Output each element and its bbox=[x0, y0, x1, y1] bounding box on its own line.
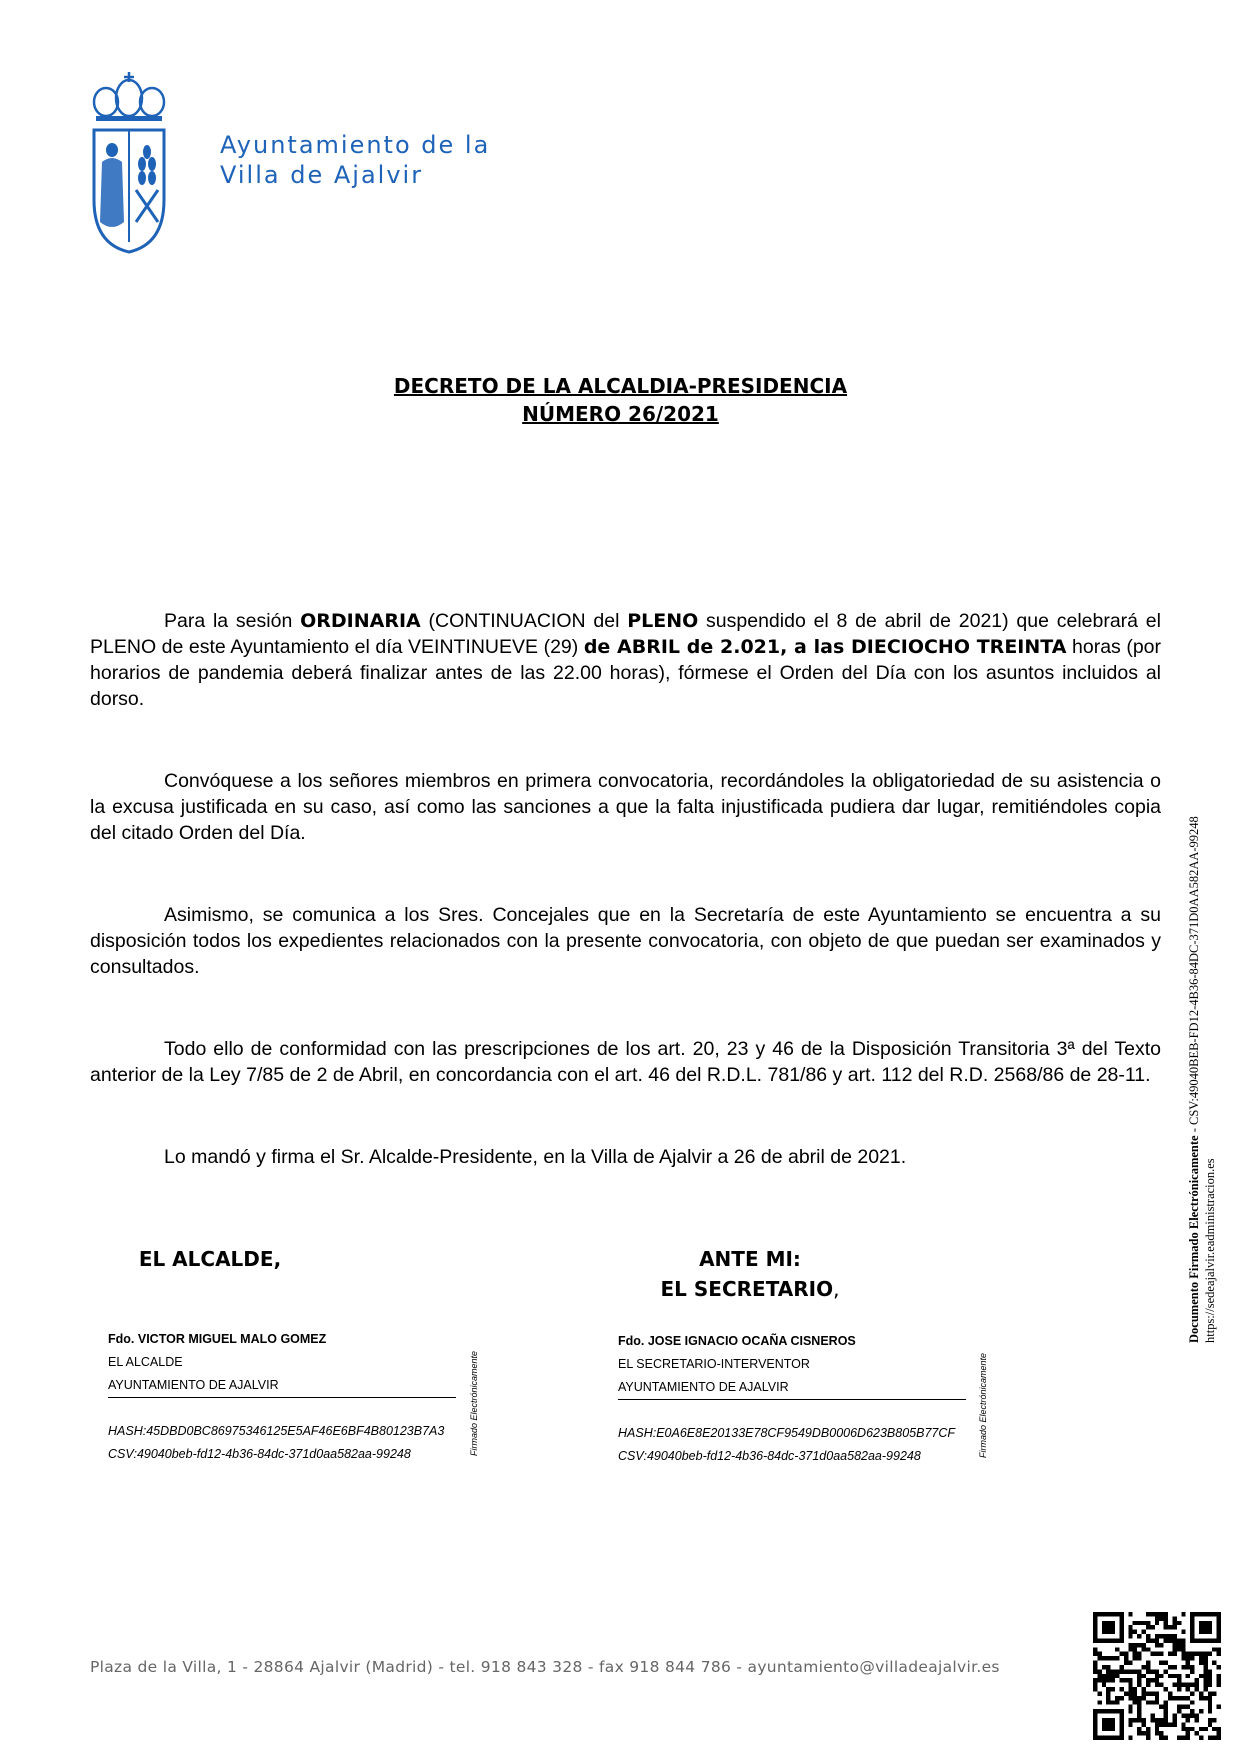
signature-csv: CSV:49040beb-fd12-4b36-84dc-371d0aa582aa-99248 bbox=[618, 1449, 921, 1463]
signer-role: EL SECRETARIO-INTERVENTOR bbox=[618, 1357, 810, 1371]
signature-hash: HASH:E0A6E8E20133E78CF9549DB0006D623B805B77CF bbox=[618, 1426, 956, 1440]
secretary-heading-comma: , bbox=[833, 1277, 840, 1301]
stamp-line-1 bbox=[1186, 816, 1202, 1343]
mayor-heading: EL ALCALDE, bbox=[138, 1247, 282, 1271]
qr-code-icon bbox=[1093, 1612, 1221, 1740]
secretary-signature-block bbox=[618, 1330, 966, 1468]
title-line-2: NÚMERO 26/2021 bbox=[522, 402, 719, 426]
p1-text-4: horas (por horarios de pandemia deberá finalizar antes de las 22.00 horas), fórmese el Orden del Día con los asuntos incluidos al dorso. bbox=[90, 636, 1162, 710]
signer-role: EL ALCALDE bbox=[108, 1355, 183, 1369]
organization-name bbox=[220, 130, 490, 190]
org-line-2: Villa de Ajalvir bbox=[220, 161, 424, 189]
document-body bbox=[90, 608, 1161, 1226]
signed-electronically-label: Firmado Electrónicamente bbox=[469, 1350, 479, 1456]
signer-name: Fdo. JOSE IGNACIO OCAÑA CISNEROS bbox=[618, 1334, 856, 1348]
signed-electronically-label: Firmado Electrónicamente bbox=[978, 1352, 988, 1458]
signer-org: AYUNTAMIENTO DE AJALVIR bbox=[618, 1376, 966, 1400]
paragraph-4: Todo ello de conformidad con las prescripciones de los art. 20, 23 y 46 de la Disposición Transitoria 3ª del Texto anterior de la Ley 7/85 de 2 de Abril, en concordancia con el art. 46 del R.D.L. 781/86 y art. 112 del R.D. 2568/86 de 28-11. bbox=[90, 1038, 1161, 1086]
footer-contact: Plaza de la Villa, 1 - 28864 Ajalvir (Madrid) - tel. 918 843 328 - fax 918 844 786 - ayuntamiento@villadeajalvir.es bbox=[90, 1658, 1000, 1676]
document-title bbox=[0, 372, 1241, 428]
p1-text-2: (CONTINUACION del bbox=[420, 610, 628, 632]
stamp-url[interactable]: https://sedeajalvir.eadministracion.es bbox=[1203, 1158, 1217, 1343]
signer-org: AYUNTAMIENTO DE AJALVIR bbox=[108, 1374, 456, 1398]
signature-hash: HASH:45DBD0BC86975346125E5AF46E6BF4B80123B7A3 bbox=[108, 1424, 445, 1438]
signature-csv: CSV:49040beb-fd12-4b36-84dc-371d0aa582aa-99248 bbox=[108, 1447, 411, 1461]
paragraph-3: Asimismo, se comunica a los Sres. Concejales que en la Secretaría de este Ayuntamiento se encuentra a su disposición todos los expedientes relacionados con la presente convocatoria, con objeto de que puedan ser examinados y consultados. bbox=[90, 904, 1161, 978]
paragraph-1 bbox=[90, 608, 1161, 712]
p1-text-3: suspendido el 8 de abril de 2021) que celebrará el PLENO de este Ayuntamiento el día VEINTINUEVE (29) bbox=[90, 610, 1161, 658]
secretary-heading-line-2 bbox=[600, 1274, 900, 1304]
org-line-1: Ayuntamiento de la bbox=[220, 131, 491, 159]
paragraph-2: Convóquese a los señores miembros en primera convocatoria, recordándoles la obligatoriedad de su asistencia o la excusa justificada en su caso, así como las sanciones a que la falta injustificada pudiera dar lugar, remitiéndoles copia del citado Orden del Día. bbox=[90, 770, 1161, 844]
paragraph-5: Lo mandó y firma el Sr. Alcalde-Presidente, en la Villa de Ajalvir a 26 de abril de 2021. bbox=[164, 1146, 907, 1168]
stamp-csv: - CSV:49040BEB-FD12-4B36-84DC-371D0AA582AA-99248 bbox=[1187, 816, 1201, 1136]
secretary-heading-line-1: ANTE MI: bbox=[699, 1247, 801, 1271]
secretary-heading bbox=[600, 1244, 900, 1304]
electronic-signature-stamp bbox=[1186, 816, 1218, 1343]
secretary-heading-title: EL SECRETARIO bbox=[660, 1277, 834, 1301]
title-line-1: DECRETO DE LA ALCALDIA-PRESIDENCIA bbox=[393, 374, 848, 398]
mayor-signature-block bbox=[108, 1328, 456, 1466]
stamp-bold: Documento Firmado Electrónicamente bbox=[1187, 1135, 1201, 1343]
signer-name: Fdo. VICTOR MIGUEL MALO GOMEZ bbox=[108, 1332, 327, 1346]
p1-bold-2: PLENO bbox=[627, 610, 699, 632]
coat-of-arms-icon bbox=[90, 72, 168, 254]
p1-bold-1: ORDINARIA bbox=[300, 610, 421, 632]
p1-text-1: Para la sesión bbox=[164, 610, 301, 632]
p1-bold-3: de ABRIL de 2.021, a las DIECIOCHO TREINTA bbox=[583, 636, 1067, 658]
